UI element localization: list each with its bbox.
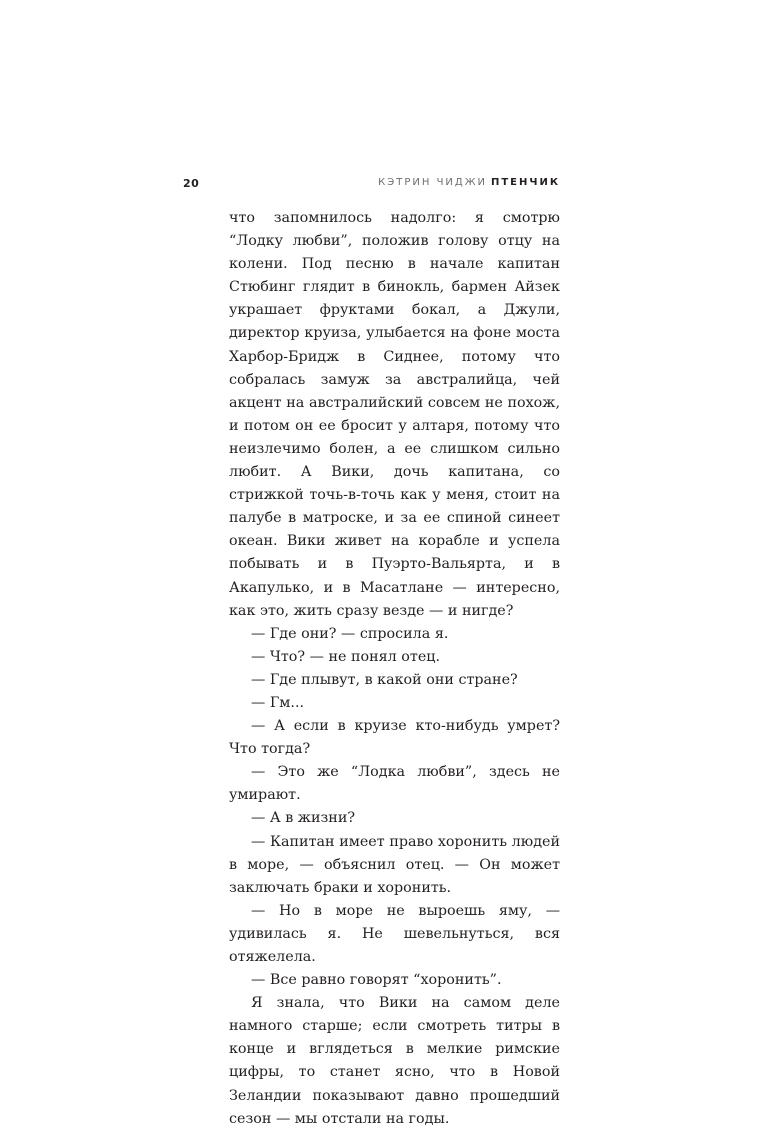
- paragraph: что запомнилось надолго: я смотрю “Лодку любви”, положив голову отцу на колени. Под песню в начале капитан Стюбинг глядит в бинокль, бармен Айзек украшает фруктами бокал, а Джули, директор круиза, улыбается на фоне моста Харбор-Бридж в Сиднее, потому что собралась замуж за австралийца, чей акцент на австралийский совсем не похож, и потом он ее бросит у алтаря, потому что неизлечимо болен, а ее слишком сильно любит. А Вики, дочь капитана, со стрижкой точь-в-точь как у меня, стоит на палубе в матроске, и за ее спиной синеет океан. Вики живет на корабле и успела побывать и в Пуэрто-Вальярта, и в Акапулько, и в Масатлане — интересно, как это, жить сразу везде — и нигде?: [229, 210, 560, 619]
- page-header: [183, 177, 560, 191]
- running-head-author: КЭТРИН ЧИДЖИ: [378, 177, 487, 188]
- running-head: [378, 177, 560, 188]
- dialogue-line: — Но в море не выроешь яму, — удивилась я. Не шевельнуться, вся отяжелела.: [229, 902, 560, 965]
- dialogue-line: — Гм...: [251, 694, 305, 711]
- dialogue-line: — Это же “Лодка любви”, здесь не умирают.: [229, 764, 560, 804]
- dialogue-line: — Все равно говорят “хоронить”.: [251, 972, 502, 989]
- dialogue-line: — А в жизни?: [251, 810, 356, 827]
- page-body-text: [229, 207, 560, 1131]
- dialogue-line: — Где плывут, в какой они стране?: [251, 671, 518, 688]
- paragraph: Я знала, что Вики на самом деле намного старше; если смотреть титры в конце и вглядеться в мелкие римские цифры, то станет ясно, что в Новой Зеландии показывают давно прошедший сезон — мы отстали на годы.: [229, 995, 560, 1127]
- dialogue-line: — А если в круизе кто-нибудь умрет? Что тогда?: [229, 718, 560, 758]
- dialogue-line: — Где они? — спросила я.: [251, 625, 449, 642]
- dialogue-line: — Что? — не понял отец.: [251, 648, 441, 665]
- page-number: 20: [183, 177, 200, 190]
- running-head-title: ПТЕНЧИК: [490, 177, 560, 188]
- dialogue-line: — Капитан имеет право хоронить людей в море, — объяснил отец. — Он может заключать браки и хоронить.: [229, 833, 560, 896]
